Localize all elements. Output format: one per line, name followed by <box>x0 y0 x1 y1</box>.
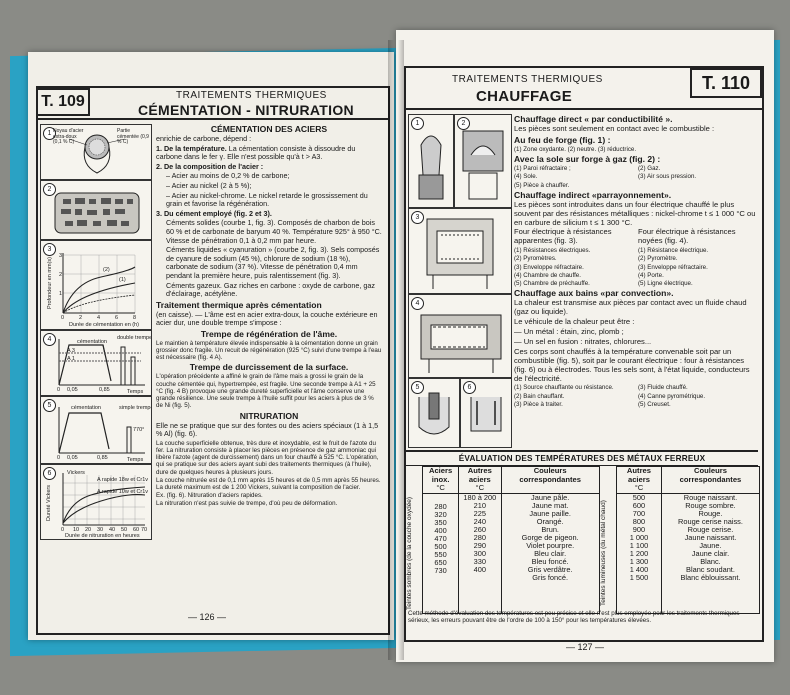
figure-number: 5 <box>411 381 424 394</box>
item-heading: 3. Du cément employé (fig. 2 et 3). <box>156 208 272 218</box>
figure-3-chart <box>41 241 151 329</box>
book-gutter <box>388 40 404 660</box>
figure-5-drawing <box>41 397 151 463</box>
figure-number: 6 <box>43 467 56 480</box>
figure-3 <box>40 240 152 330</box>
fig6-ylabel: Dureté Vickers <box>46 485 52 521</box>
list-item: — Un sel en fusion : nitrates, chlorures... <box>514 336 652 346</box>
list-item: Céments liquides « cyanuration » (courbe 2, fig. 3). Sels composés de cyanure de sodium (45 %), chlorure de sodium (18 %), carbonate de sodium (37 %). Vitesse de pénétration 0,4 mm pendant la première heure, puis ralentissement (fig. 3). <box>166 245 380 280</box>
figure-4 <box>40 330 152 396</box>
figure-2 <box>40 180 152 240</box>
legend: (5) Chambre de préchauffe. <box>514 280 590 288</box>
heading: Chauffage indirect «parrayonnement». <box>514 189 672 200</box>
list-item: — Un métal : étain, zinc, plomb ; <box>514 326 624 336</box>
autres-col: 180 à 200 210 225 240 260 280 290 300 330 400 <box>458 493 501 613</box>
legend: (2) Pyromètre. <box>638 255 678 263</box>
section-super: TRAITEMENTS THERMIQUES <box>452 74 603 85</box>
figure-number: 5 <box>43 399 56 412</box>
col-header: Couleurs correspondantes <box>661 467 759 494</box>
heading: Chauffage direct « par conductibilité ». <box>514 114 673 124</box>
paragraph: Ces corps sont chauffés à la température convenable soit par un combustible (fig. 5), soit par le courant électrique : four à résistances (fig. 6) ou à électrodes. Tous les sels sont, à l'état liquide, conducteurs de l'électricité. <box>514 346 750 383</box>
item-heading: 1. De la température. La cémentation consiste à dissoudre du carbone dans le fer γ. Elle n'est possible qu'à t > A3. <box>156 143 356 162</box>
figure-1 <box>408 114 454 208</box>
heading: NITRURATION <box>239 410 299 421</box>
fig5-t0: 0 <box>57 455 61 461</box>
figure-6-chart <box>41 465 151 539</box>
fig6-xtick: 60 <box>133 527 140 533</box>
fig6-xtick: 70 <box>141 527 148 533</box>
figure-3 <box>408 208 512 294</box>
legend: (3) Enveloppe réfractaire. <box>514 263 584 271</box>
inox-col: 280 320 350 400 470 500 550 650 730 <box>423 493 459 613</box>
figure-6 <box>460 378 512 448</box>
fig4-t1: 0,05 <box>67 387 78 393</box>
paragraph: Le véhicule de la chaleur peut être : <box>514 317 635 327</box>
list-item: Céments gazeux. Gaz riches en carbone : oxyde de carbone, gaz d'éclairage, acétylène. <box>166 280 375 299</box>
page-number-box: T. 110 <box>690 68 762 98</box>
legend: (1) Résistance électrique. <box>638 247 709 255</box>
legend: (4) Canne pyrométrique. <box>638 392 706 400</box>
fig6-xtick: 30 <box>97 527 104 533</box>
fig3-ylabel: Profondeur en mm(s) <box>47 257 53 309</box>
list-item: – Acier au nickel (2 à 5 %); <box>166 180 252 190</box>
fig3-xlabel: Durée de cémentation en (h) <box>69 322 140 328</box>
figure-number: 3 <box>43 243 56 256</box>
page-footer-number: — 127 — <box>566 642 605 652</box>
paragraph: La nitruration n'est pas suivie de trempe, d'où peu de déformation. <box>156 500 338 508</box>
fig6-series-label: A rapide 18w et Cr1v <box>97 477 149 483</box>
couleurs-col: Jaune pâle. Jaune mat. Jaune paille. Orangé. Brun. Gorge de pigeon. Violet pourpre. Bleu clair. Bleu foncé. Gris verdâtre. Gris foncé. <box>501 493 599 613</box>
heading: Chauffage aux bains «par convection». <box>514 288 674 299</box>
paragraph: La couche nitrurée est de 0,1 mm après 15 heures et de 0,5 mm après 55 heures. La dureté maximum est de 1 200 Vickers, suivant la composition de l'acier. <box>156 476 381 491</box>
legend: (4) Sole. <box>514 173 538 181</box>
legend: (2) Gaz. <box>638 165 661 173</box>
furnace-columns <box>514 228 756 288</box>
legend: (1) Résistances électriques. <box>514 247 591 255</box>
paragraph: Elle ne se pratique que sur des fontes ou des aciers spéciaux (1 à 1,5 % Al) (fig. 6). <box>156 420 379 439</box>
paragraph: La couche superficielle obtenue, très dure et inoxydable, est le fruit de l'azote du fer. La nitruration consiste à placer les pièces en présence de gaz ammoniac qui libère l'azote (agent de durcissement) dans un four chauffé à 525 °C. L'opération, qui se pratique sur des aciers ayant subi des traitements thermiques (à l'huile), dure de quelques heures à plusieurs jours. <box>156 439 379 476</box>
fig6-xtick: 50 <box>121 527 128 533</box>
fig3-ytick: 3 <box>59 253 63 259</box>
table-note: Cette méthode d'évaluation des températures est peu précise et elle n'est plus employée pour les traitements thermiques sérieux, les erreurs pouvant être de l'ordre de 100 à 150° pour les températures élevées. <box>408 610 740 625</box>
fig4-label: cémentation <box>77 339 107 345</box>
legend: (3) Fluide chauffé. <box>638 384 688 392</box>
figure-6 <box>40 464 152 540</box>
col-header: Aciers inox. °C <box>423 467 459 494</box>
figure-number: 6 <box>463 381 476 394</box>
page-number-box: T. 109 <box>36 88 90 116</box>
figure-4 <box>408 294 512 378</box>
figure-number: 1 <box>411 117 424 130</box>
heading: Trempe de durcissement de la surface. <box>189 362 349 373</box>
fig3-xtick: 4 <box>97 315 101 321</box>
legend: (3) Air sous pression. <box>638 173 697 181</box>
page-footer-number: — 126 — <box>188 612 227 622</box>
col-header: Couleurs correspondantes <box>501 467 599 494</box>
paragraph: L'opération précédente a affiné le grain de l'âme mais a grossi le grain de la couche cémentée qui, hypertrempée, est fragile. Une seconde trempe à A1 + 25 °C (fig. 4 B) provoque une grande dureté superficielle et l'âme conserve une grande résilience. Une seule trempe à l'huile suffit pour les aciers à plus de 3 % de Ni (fig. 5). <box>156 373 376 410</box>
heading: CÉMENTATION DES ACIERS <box>210 124 328 134</box>
paragraph: Les pièces sont introduites dans un four électrique chauffé le plus souvent par des résistances métalliques : nickel-chrome t ≤ 1 000 °C ou en carbure de silicium t ≤ 1 300 °C. <box>514 199 756 227</box>
fig5-t1: 0,05 <box>67 455 78 461</box>
header-rule <box>36 118 388 120</box>
fig4-a1: A 1 <box>67 356 75 362</box>
fig6-xlabel: Durée de nitruration en heures <box>65 533 140 539</box>
table-title: ÉVALUATION DES TEMPÉRATURES DES MÉTAUX FERREUX <box>406 450 758 466</box>
list-item: – Acier au moins de 0,2 % de carbone; <box>166 171 290 181</box>
fig5-label: cémentation <box>71 405 101 411</box>
col-header: Autres aciers °C <box>616 467 661 494</box>
legend: (1) Zone oxydante. (2) neutre. (3) réductrice. <box>514 145 637 153</box>
electric-furnace-drawing <box>409 209 511 293</box>
fig3-curve-label: (2) <box>103 267 110 273</box>
item-heading: 2. De la composition de l'acier : <box>156 161 264 171</box>
legend: (3) Pièce à traiter. <box>514 400 563 408</box>
fig3-ytick: 2 <box>59 272 63 278</box>
figure-1-label-noyau: Noyau d'acier extra-doux (0,1 % C) <box>53 128 84 146</box>
fig4-t0: 0 <box>57 387 61 393</box>
temperature-table <box>406 466 760 614</box>
figure-5 <box>408 378 460 448</box>
fig4-t2: 0,85 <box>99 387 110 393</box>
figure-number: 1 <box>43 127 56 140</box>
fig3-xtick: 6 <box>115 315 119 321</box>
header-rule <box>404 108 762 110</box>
page-title: CHAUFFAGE <box>476 88 573 105</box>
autres-col-right: 500 600 700 800 900 1 000 1 100 1 200 1 300 1 400 1 500 <box>616 493 661 613</box>
col-header: Autres aciers °C <box>458 467 501 494</box>
fig6-xtick: 10 <box>73 527 80 533</box>
left-page <box>28 52 394 640</box>
fig3-curve-label: (1) <box>119 277 126 283</box>
caption: Four électrique à résistances apparentes (fig. 3). <box>514 227 612 246</box>
heading: Avec la sole sur forge à gaz (fig. 2) : <box>514 154 661 165</box>
paragraph: Les pièces sont seulement en contact avec le combustible : <box>514 124 715 133</box>
paragraph: (en caisse). — L'âme est en acier extra-doux, la couche extérieure en acier dur, une double trempe s'impose : <box>156 309 378 328</box>
muffle-furnace-drawing <box>409 295 511 377</box>
right-page <box>396 30 774 662</box>
legend: (2) Pyromètres. <box>514 255 557 263</box>
fig5-temps: Temps <box>127 457 144 463</box>
section-super: TRAITEMENTS THERMIQUES <box>176 90 327 101</box>
legend: (5) Creuset. <box>638 400 671 408</box>
fig4-temps: Temps <box>127 389 144 395</box>
figure-2-drawing <box>41 181 151 239</box>
fig6-series-label: A rapide 10w et Cr1v <box>97 489 149 495</box>
legend: (1) Source chauffante ou résistance. <box>514 384 614 392</box>
figure-1-label-partie: Partie cémentée (0,9 % C) <box>117 128 149 146</box>
fig4-label: double trempe <box>117 335 151 341</box>
list-item: – Acier au nickel-chrome. Le nickel retarde le grossissement du grain et favorise la régénération. <box>166 190 368 209</box>
side-label: Teintes lumineuses (du métal chaud) <box>599 500 607 606</box>
couleurs-col-right: Rouge naissant. Rouge sombre. Rouge. Rouge cerise naiss. Rouge cerise. Jaune naissant. Jaune. Jaune clair. Blanc. Blanc soudant. Blanc éblouissant. <box>661 493 759 613</box>
legend: (1) Paroi réfractaire ; <box>514 165 571 173</box>
legend: (5) Pièce à chauffer. <box>514 181 570 189</box>
figure-5 <box>40 396 152 464</box>
legend: (4) Chambre de chauffe. <box>514 271 581 279</box>
figure-number: 4 <box>43 333 56 346</box>
heading: Au feu de forge (fig. 1) : <box>514 134 611 145</box>
figure-number: 4 <box>411 297 424 310</box>
caption: Four électrique à résistances noyées (fig. 4). <box>638 227 736 246</box>
figure-1 <box>40 124 152 180</box>
figure-2 <box>454 114 512 208</box>
right-text-column <box>514 114 756 448</box>
bath-legend-row <box>514 384 756 409</box>
paragraph: Le maintien à température élevée indispensable à la cémentation donne un grain grossier donc fragile. Un recuit de régénération (925 °C) suivi d'une trempe à l'eau est nécessaire (fig. 4 A). <box>156 339 382 362</box>
fig3-xtick: 2 <box>79 315 83 321</box>
fig5-value: 770° <box>133 427 145 433</box>
legend-row <box>514 165 756 190</box>
fig4-a3: A 3 <box>67 348 75 354</box>
fig6-xtick: 40 <box>109 527 116 533</box>
fig3-xtick: 0 <box>61 315 65 321</box>
list-item: Céments solides (courbe 1, fig. 3). Composés de charbon de bois 60 % et de carbonate de baryum 40 %. Température 925° à 950 °C. Vitesse de pénétration 0,1 à 0,2 mm par heure. <box>166 218 382 245</box>
heading: Traitement thermique après cémentation <box>156 299 322 310</box>
figure-number: 3 <box>411 211 424 224</box>
fig5-label: simple trempe <box>119 405 151 411</box>
legend: (4) Porte. <box>638 271 664 279</box>
legend: (5) Ligne électrique. <box>638 280 693 288</box>
side-label: Teintes sombres (de la couche oxydée) <box>406 496 413 610</box>
left-text-column <box>156 124 382 629</box>
legend: (3) Enveloppe réfractaire. <box>638 263 708 271</box>
figure-4-drawing <box>41 331 151 395</box>
fig6-vickers: Vickers <box>67 470 85 476</box>
paragraph: Ex. (fig. 6). Nitruration d'aciers rapides. <box>156 492 263 500</box>
heading: Trempe de régénération de l'âme. <box>200 328 338 339</box>
paragraph: enrichie de carbone, dépend : <box>156 134 252 143</box>
figure-number: 2 <box>457 117 470 130</box>
fig6-xtick: 0 <box>61 527 65 533</box>
figure-number: 2 <box>43 183 56 196</box>
legend: (2) Bain chauffant. <box>514 392 565 400</box>
page-title: CÉMENTATION - NITRURATION <box>138 102 354 118</box>
fig6-xtick: 20 <box>85 527 92 533</box>
fig5-t2: 0,85 <box>97 455 108 461</box>
fig3-ytick: 1 <box>59 291 63 297</box>
fig3-xtick: 8 <box>133 315 137 321</box>
paragraph: La chaleur est transmise aux pièces par contact avec un fluide chaud (gaz ou liquide). <box>514 298 747 317</box>
